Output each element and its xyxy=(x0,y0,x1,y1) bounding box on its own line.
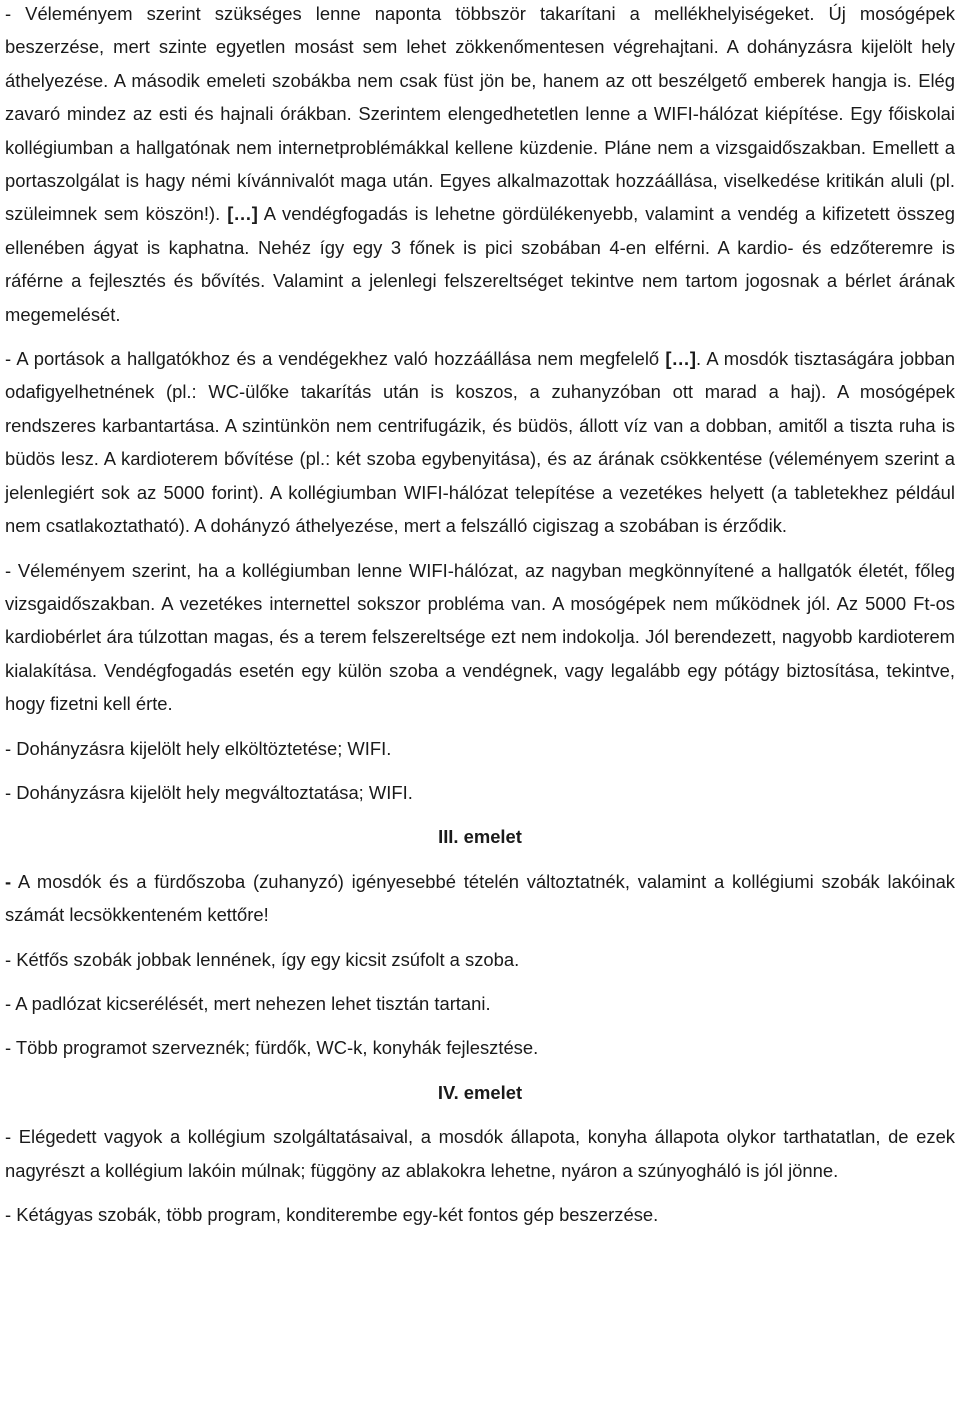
paragraph-4: - Dohányzásra kijelölt hely elköltöztetése; WIFI. xyxy=(5,737,392,759)
paragraph-1-rest: A vendégfogadás is lehetne gördülékenyebb, valamint a vendég a kifizetett összeg ellenében ágyat is kaphatna. Nehéz így egy 3 főnek is pici szobában 4-en elférni. A kardio- és edzőteremre is ráférne a fejlesztés és bővítés. Valamint a jelenlegi felszereltséget tekintve nem tartom jogosnak a bérlet árának megemelését. xyxy=(5,203,955,325)
paragraph-1 xyxy=(5,0,955,331)
paragraph-1-text: - Véleményem szerint szükséges lenne naponta többször takarítani a mellékhelyiségeket. Új mosógépek beszerzése, mert szinte egyetlen mosást sem lehet zökkenőmentesen végrehajtani. A dohányzásra kijelölt hely áthelyezése. A második emeleti szobákba nem csak füst jön be, hanem az ott beszélgető emberek hangja is. Elég zavaró mindez az esti és hajnali órákban. Szerintem elengedhetetlen lenne a WIFI-hálózat kiépítése. Egy főiskolai kollégiumban a hallgatónak nem internetproblémákkal kellene küzdenie. Pláne nem a vizsgaidőszakban. Emellett a portaszolgálat is hagy némi kívánnivalót maga után. Egyes alkalmazottak hozzáállása, viselkedése kritikán aluli (pl. szüleimnek sem köszön!). xyxy=(5,3,955,225)
paragraph-2-text: - A portások a hallgatókhoz és a vendégekhez való hozzáállása nem megfelelő xyxy=(5,348,666,370)
paragraph-6-text: A mosdók és a fürdőszoba (zuhanyzó) igényesebbé tételén változtatnék, valamint a kollégiumi szobák lakóinak számát lecsökkenteném kettőre! xyxy=(5,870,955,926)
paragraph-2 xyxy=(5,342,955,542)
paragraph-3: - Véleményem szerint, ha a kollégiumban lenne WIFI-hálózat, az nagyban megkönnyítené a hallgatók életét, főleg vizsgaidőszakban. A vezetékes internettel sokszor probléma van. A mosógépek nem működnek jól. Az 5000 Ft-os kardiobérlet ára túlzottan magas, és a terem felszereltsége ezt nem indokolja. Jól berendezett, nagyobb kardioterem kialakítása. Vendégfogadás esetén egy külön szoba a vendégnek, vagy legalább egy pótágy biztosítása, tekintve, hogy fizetni kell érte. xyxy=(5,559,955,715)
paragraph-7: - Kétfős szobák jobbak lennének, így egy kicsit zsúfolt a szoba. xyxy=(5,948,520,970)
paragraph-2-rest: . A mosdók tisztaságára jobban odafigyelhetnének (pl.: WC-ülőke takarítás után is koszos, a zuhanyzóban ott marad a haj). A mosógépek rendszeres karbantartása. A szintünkön nem centrifugázik, és büdös, állott víz van a dobban, amitől a tiszta ruha is büdös lesz. A kardioterem bővítése (pl.: két szoba egybenyitása), és az árának csökkentése (véleményem szerint a jelenlegiért sok az 5000 forint). A kollégiumban WIFI-hálózat telepítése a vezetékes helyett (a tabletekhez például nem csatlakoztatható). A dohányzó áthelyezése, mert a felszálló cigiszag a szobában is érződik. xyxy=(5,348,955,537)
paragraph-6 xyxy=(5,865,955,932)
section-heading-floor-3: III. emelet xyxy=(438,826,522,848)
paragraph-8: - A padlózat kicserélését, mert nehezen lehet tisztán tartani. xyxy=(5,992,491,1014)
paragraph-9: - Több programot szerveznék; fürdők, WC-k, konyhák fejlesztése. xyxy=(5,1037,539,1059)
paragraph-11: - Kétágyas szobák, több program, konditerembe egy-két fontos gép beszerzése. xyxy=(5,1204,659,1225)
ellipsis-bracket: […] xyxy=(665,348,697,370)
document-page xyxy=(5,0,955,1231)
section-heading-floor-4: IV. emelet xyxy=(437,1081,523,1103)
list-dash: - xyxy=(5,870,12,892)
paragraph-5: - Dohányzásra kijelölt hely megváltoztatása; WIFI. xyxy=(5,781,413,803)
paragraph-10: - Elégedett vagyok a kollégium szolgáltatásaival, a mosdók állapota, konyha állapota olykor tarthatatlan, de ezek nagyrészt a kollégium lakóin múlnak; függöny az ablakokra lehetne, nyáron a szúnyogháló is jól jönne. xyxy=(5,1126,955,1181)
ellipsis-bracket: […] xyxy=(227,203,258,225)
